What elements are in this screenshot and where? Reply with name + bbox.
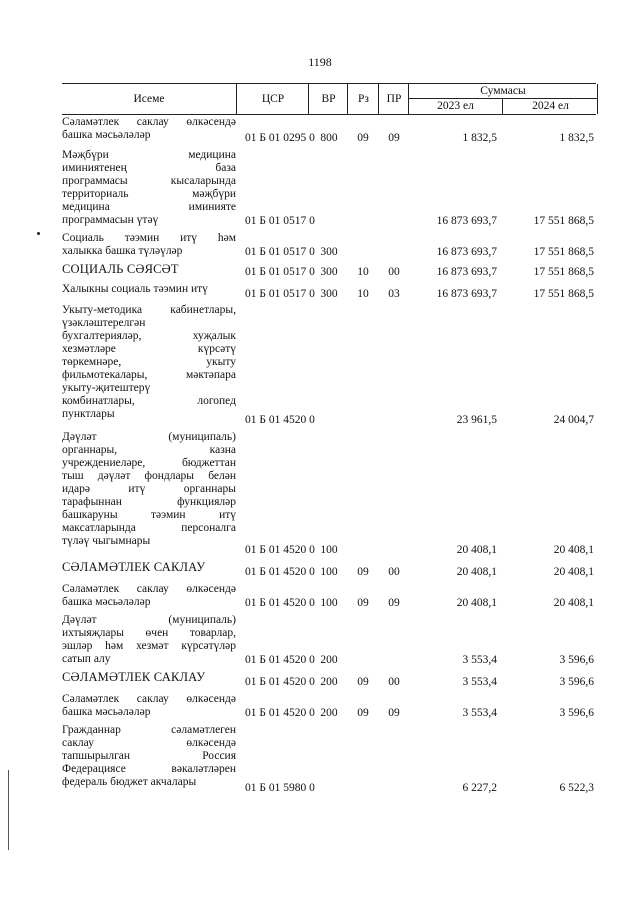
row-csr: 01 Б 01 4520 0 [245, 654, 315, 666]
row-name-line: Сәламәтлек саклау өлкәсендә [62, 583, 236, 595]
row-sum-2024: 3 596,6 [559, 676, 594, 688]
row-csr: 01 Б 01 4520 0 [245, 566, 315, 578]
row-name-line: Сәламәтлек саклау өлкәсендә [62, 116, 236, 128]
row-name-line: федераль бюджет акчалары [62, 776, 197, 788]
row-sum-2024: 20 408,1 [553, 544, 594, 556]
row-vr: 200 [320, 707, 338, 719]
row-name [62, 148, 236, 227]
header-sum-years [409, 99, 597, 114]
row-name [62, 303, 236, 421]
row-name [62, 430, 236, 548]
row-csr: 01 Б 01 0517 0 [245, 215, 315, 227]
header-year-2023: 2023 ел [437, 100, 474, 112]
row-rz: 09 [357, 597, 369, 609]
page-number: 1198 [308, 55, 332, 69]
table-row [62, 582, 596, 610]
row-rz: 10 [357, 266, 369, 278]
row-csr: 01 Б 01 4520 0 [245, 707, 315, 719]
row-name [62, 692, 236, 719]
row-csr: 01 Б 01 4520 0 [245, 597, 315, 609]
row-vr: 100 [320, 544, 338, 556]
row-name-line: түләү чыгымнары [62, 535, 151, 547]
row-rz: 09 [357, 566, 369, 578]
row-name-line: халыкка башка түләүләр [62, 245, 183, 257]
row-sum-2023: 3 553,4 [462, 654, 497, 666]
row-sum-2024: 20 408,1 [553, 566, 594, 578]
row-csr: 01 Б 01 4520 0 [245, 414, 315, 426]
row-name-line: сатып алу [62, 653, 111, 665]
row-sum-2023: 20 408,1 [456, 566, 497, 578]
row-name-line: Гражданнар сәламәтлеген [62, 724, 236, 736]
table-row [62, 303, 596, 427]
table-row [62, 115, 596, 145]
header-vr: ВР [308, 84, 348, 114]
margin-mark [37, 232, 40, 235]
row-name-line: пунктлары [62, 408, 115, 420]
row-sum-2023: 3 553,4 [462, 676, 497, 688]
table-body [62, 115, 596, 795]
header-rz: Рз [347, 84, 379, 114]
header-csr: ЦСР [236, 84, 309, 114]
table-row [62, 613, 596, 667]
row-sum-2023: 16 873 693,7 [436, 215, 497, 227]
row-name-line: башкаруны тәэмин итү [62, 509, 236, 521]
row-sum-2024: 6 522,3 [559, 782, 594, 794]
row-sum-2024: 20 408,1 [553, 597, 594, 609]
table-row [62, 148, 596, 228]
row-vr: 300 [320, 266, 338, 278]
row-name-line: хезмәтләре күрсәтү [62, 343, 236, 355]
table-row [62, 560, 596, 579]
row-name [62, 613, 236, 666]
row-sum-2024: 3 596,6 [559, 654, 594, 666]
row-name-line: укыту-җитештерү [62, 382, 151, 394]
row-sum-2023: 20 408,1 [456, 597, 497, 609]
row-name-line: территориаль мәҗбүри [62, 188, 236, 200]
row-vr: 300 [320, 246, 338, 258]
table-row [62, 670, 596, 689]
row-rz: 09 [357, 132, 369, 144]
row-sum-2024: 3 596,6 [559, 707, 594, 719]
row-pr: 00 [388, 676, 400, 688]
header-year-2024: 2024 ел [502, 99, 598, 114]
row-name-line: иминиятенең база [62, 162, 236, 174]
row-vr: 800 [320, 132, 338, 144]
row-name-line: тарафыннан функцияләр [62, 496, 236, 508]
row-name [62, 723, 236, 789]
header-pr: ПР [378, 84, 409, 114]
table-header [62, 83, 596, 115]
row-rz: 09 [357, 707, 369, 719]
row-name-line: Мәҗбүри медицина [62, 149, 236, 161]
row-name [62, 115, 236, 142]
row-sum-2023: 1 832,5 [462, 132, 497, 144]
row-sum-2024: 1 832,5 [559, 132, 594, 144]
row-name-line: СӘЛАМӘТЛЕК САКЛАУ [62, 670, 206, 684]
row-sum-2024: 17 551 868,5 [533, 246, 594, 258]
row-pr: 03 [388, 288, 400, 300]
row-name-line: тыш дәүләт фондлары белән [62, 470, 236, 482]
row-name-line: фильмотекалары, мәктәпара [62, 369, 236, 381]
row-name-line: учреждениеләре, бюджеттан [62, 457, 236, 469]
row-name [62, 582, 236, 609]
row-pr: 00 [388, 266, 400, 278]
header-name: Исеме [133, 93, 165, 105]
row-name-line: СОЦИАЛЬ СӘЯСӘТ [62, 262, 179, 276]
row-name-line: медицина иминияте [62, 201, 236, 213]
row-sum-2024: 24 004,7 [553, 414, 594, 426]
row-sum-2023: 16 873 693,7 [436, 246, 497, 258]
row-name-line: Социаль тәэмин итү һәм [62, 232, 236, 244]
row-pr: 09 [388, 597, 400, 609]
row-name-line: үзәкләштерелгән [62, 317, 146, 329]
table-row [62, 262, 596, 279]
row-pr: 09 [388, 707, 400, 719]
row-name-line: башка мәсьәләләр [62, 706, 151, 718]
row-name-line: Укыту-методика кабинетлары, [62, 304, 236, 316]
row-name-line: тапшырылган Россия [62, 750, 236, 762]
row-vr: 300 [320, 288, 338, 300]
row-name-line: бухгалтерияләр, хуҗалык [62, 330, 236, 342]
row-pr: 00 [388, 566, 400, 578]
row-csr: 01 Б 01 0517 0 [245, 266, 315, 278]
table-row [62, 231, 596, 259]
row-sum-2024: 17 551 868,5 [533, 288, 594, 300]
row-name-line: ихтыяҗлары өчен товарлар, [62, 627, 236, 639]
row-name-line: башка мәсьәләләр [62, 596, 151, 608]
row-pr: 09 [388, 132, 400, 144]
table-row [62, 692, 596, 720]
row-vr: 200 [320, 676, 338, 688]
row-name-line: башка мәсьәләләр [62, 129, 151, 141]
margin-line [8, 770, 9, 850]
row-name-line: төркемнәре, укыту [62, 356, 236, 368]
row-name-line: Сәламәтлек саклау өлкәсендә [62, 693, 236, 705]
row-rz: 09 [357, 676, 369, 688]
row-name-line: эшләр һәм хезмәт күрсәтүләр [62, 640, 236, 652]
row-name [62, 560, 236, 574]
row-name [62, 262, 236, 276]
row-name [62, 231, 236, 258]
row-name-line: максатларында персоналга [62, 522, 236, 534]
row-name-line: Федерациясе вәкаләтләрен [62, 763, 236, 775]
row-csr: 01 Б 01 0517 0 [245, 246, 315, 258]
row-name-line: комбинатлары, логопед [62, 395, 236, 407]
row-name-line: органнары, казна [62, 444, 236, 456]
row-name [62, 282, 236, 296]
row-vr: 100 [320, 566, 338, 578]
row-name-line: Дәүләт (муниципаль) [62, 614, 236, 626]
row-name-line: саклау өлкәсендә [62, 737, 236, 749]
row-name-line: идарә итү органнары [62, 483, 236, 495]
row-name-line: программасы кысаларында [62, 175, 236, 187]
row-sum-2024: 17 551 868,5 [533, 215, 594, 227]
row-csr: 01 Б 01 4520 0 [245, 676, 315, 688]
row-name-line: СӘЛАМӘТЛЕК САКЛАУ [62, 560, 206, 574]
row-vr: 100 [320, 597, 338, 609]
row-vr: 200 [320, 654, 338, 666]
row-csr: 01 Б 01 4520 0 [245, 544, 315, 556]
row-sum-2023: 3 553,4 [462, 707, 497, 719]
row-sum-2023: 23 961,5 [456, 414, 497, 426]
row-sum-2024: 17 551 868,5 [533, 266, 594, 278]
table-row [62, 282, 596, 301]
table-row [62, 430, 596, 557]
row-rz: 10 [357, 288, 369, 300]
row-sum-2023: 16 873 693,7 [436, 288, 497, 300]
row-csr: 01 Б 01 0517 0 [245, 288, 315, 300]
row-sum-2023: 16 873 693,7 [436, 266, 497, 278]
header-sum [408, 84, 598, 114]
row-csr: 01 Б 01 0295 0 [245, 132, 315, 144]
row-csr: 01 Б 01 5980 0 [245, 782, 315, 794]
row-name [62, 670, 236, 684]
row-name-line: Халыкны социаль тәэмин итү [62, 283, 208, 295]
row-name-line: Дәүләт (муниципаль) [62, 431, 236, 443]
row-name-line: программасын үтәү [62, 214, 159, 226]
row-sum-2023: 6 227,2 [462, 782, 497, 794]
header-sum-title: Суммасы [409, 84, 597, 99]
table-row [62, 723, 596, 795]
row-sum-2023: 20 408,1 [456, 544, 497, 556]
